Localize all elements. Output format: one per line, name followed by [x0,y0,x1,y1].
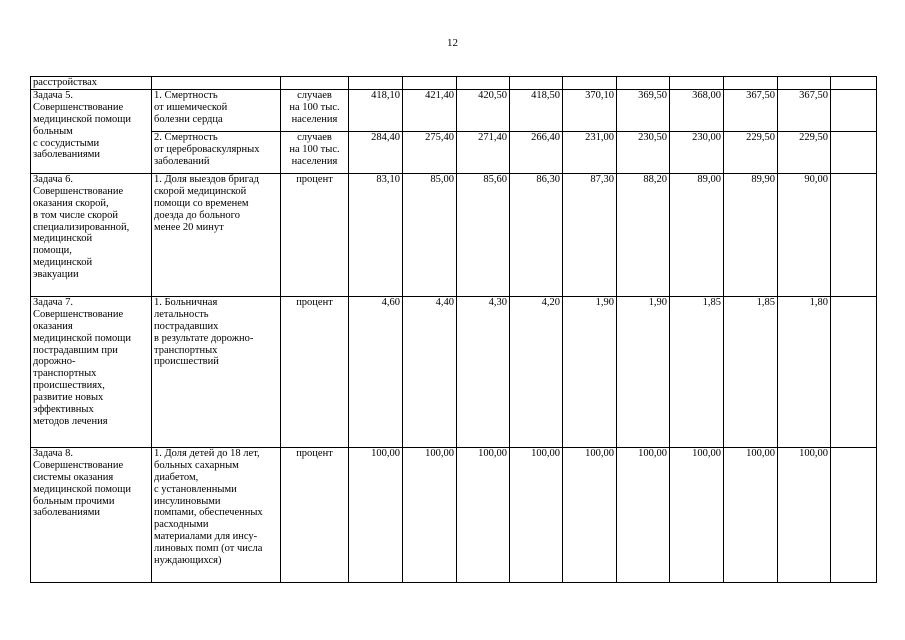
value-cell: 418,10 [349,89,403,131]
empty-cell [831,296,877,447]
value-cell: 275,40 [403,131,457,173]
task-cell: Задача 5. Совершенствование медицинской помощи больным с сосудистыми заболеваниями [31,89,152,173]
value-cell: 368,00 [670,89,724,131]
empty-cell [831,89,877,131]
value-cell: 100,00 [724,447,778,582]
value-cell: 4,60 [349,296,403,447]
value-cell: 100,00 [349,447,403,582]
value-cell: 1,90 [563,296,617,447]
value-cell: 284,40 [349,131,403,173]
empty-cell [831,77,877,90]
value-cell: 100,00 [563,447,617,582]
page-number: 12 [447,37,458,49]
value-cell: 88,20 [617,173,670,296]
value-cell: 87,30 [563,173,617,296]
continuation-cell: расстройствах [31,77,152,90]
value-cell: 1,90 [617,296,670,447]
value-cell: 4,30 [457,296,510,447]
value-cell: 4,20 [510,296,563,447]
value-cell: 100,00 [670,447,724,582]
task-cell: Задача 8. Совершенствование системы оказания медицинской помощи больным прочими заболеваниями [31,447,152,582]
value-cell: 369,50 [617,89,670,131]
value-cell: 85,60 [457,173,510,296]
indicator-cell: 1. Больничная летальность пострадавших в результате дорожно- транспортных происшествий [152,296,281,447]
value-cell: 100,00 [403,447,457,582]
task-cell: Задача 6. Совершенствование оказания скорой, в том числе скорой специализированной, медицинской помощи, медицинской эвакуации [31,173,152,296]
value-cell: 230,00 [670,131,724,173]
empty-cell [670,77,724,90]
value-cell: 1,85 [724,296,778,447]
empty-cell [778,77,831,90]
empty-cell [281,77,349,90]
value-cell: 100,00 [510,447,563,582]
unit-cell: процент [281,173,349,296]
unit-cell: случаев на 100 тыс. населения [281,131,349,173]
value-cell: 229,50 [724,131,778,173]
value-cell: 4,40 [403,296,457,447]
empty-cell [510,77,563,90]
value-cell: 229,50 [778,131,831,173]
value-cell: 370,10 [563,89,617,131]
empty-cell [349,77,403,90]
value-cell: 1,85 [670,296,724,447]
table-row-task7 [31,296,877,447]
empty-cell [831,173,877,296]
value-cell: 271,40 [457,131,510,173]
unit-cell: случаев на 100 тыс. населения [281,89,349,131]
empty-cell [724,77,778,90]
indicator-cell: 2. Смертность от цереброваскулярных заболеваний [152,131,281,173]
value-cell: 418,50 [510,89,563,131]
empty-cell [831,447,877,582]
table-row-task8 [31,447,877,582]
value-cell: 90,00 [778,173,831,296]
empty-cell [152,77,281,90]
value-cell: 85,00 [403,173,457,296]
table-row-task5-ind1 [31,89,877,131]
value-cell: 230,50 [617,131,670,173]
value-cell: 89,00 [670,173,724,296]
empty-cell [403,77,457,90]
value-cell: 367,50 [778,89,831,131]
empty-cell [831,131,877,173]
indicators-table [30,76,877,583]
indicator-cell: 1. Доля детей до 18 лет, больных сахарным диабетом, с установленными инсулиновыми помпами, обеспеченных расходными материалами для инсу- линовых помп (от числа нуждающихся) [152,447,281,582]
table-row-task5-ind2 [31,131,877,173]
value-cell: 100,00 [457,447,510,582]
task-cell: Задача 7. Совершенствование оказания медицинской помощи пострадавшим при дорожно- транспортных происшествиях, развитие новых эффективных методов лечения [31,296,152,447]
value-cell: 1,80 [778,296,831,447]
value-cell: 89,90 [724,173,778,296]
empty-cell [617,77,670,90]
value-cell: 100,00 [617,447,670,582]
value-cell: 421,40 [403,89,457,131]
value-cell: 231,00 [563,131,617,173]
unit-cell: процент [281,296,349,447]
value-cell: 420,50 [457,89,510,131]
empty-cell [457,77,510,90]
value-cell: 367,50 [724,89,778,131]
indicator-cell: 1. Доля выездов бригад скорой медицинской помощи со временем доезда до больного менее 20 минут [152,173,281,296]
empty-cell [563,77,617,90]
value-cell: 86,30 [510,173,563,296]
table-row-task6 [31,173,877,296]
unit-cell: процент [281,447,349,582]
value-cell: 83,10 [349,173,403,296]
value-cell: 100,00 [778,447,831,582]
continuation-row [31,77,877,90]
value-cell: 266,40 [510,131,563,173]
indicator-cell: 1. Смертность от ишемической болезни сердца [152,89,281,131]
